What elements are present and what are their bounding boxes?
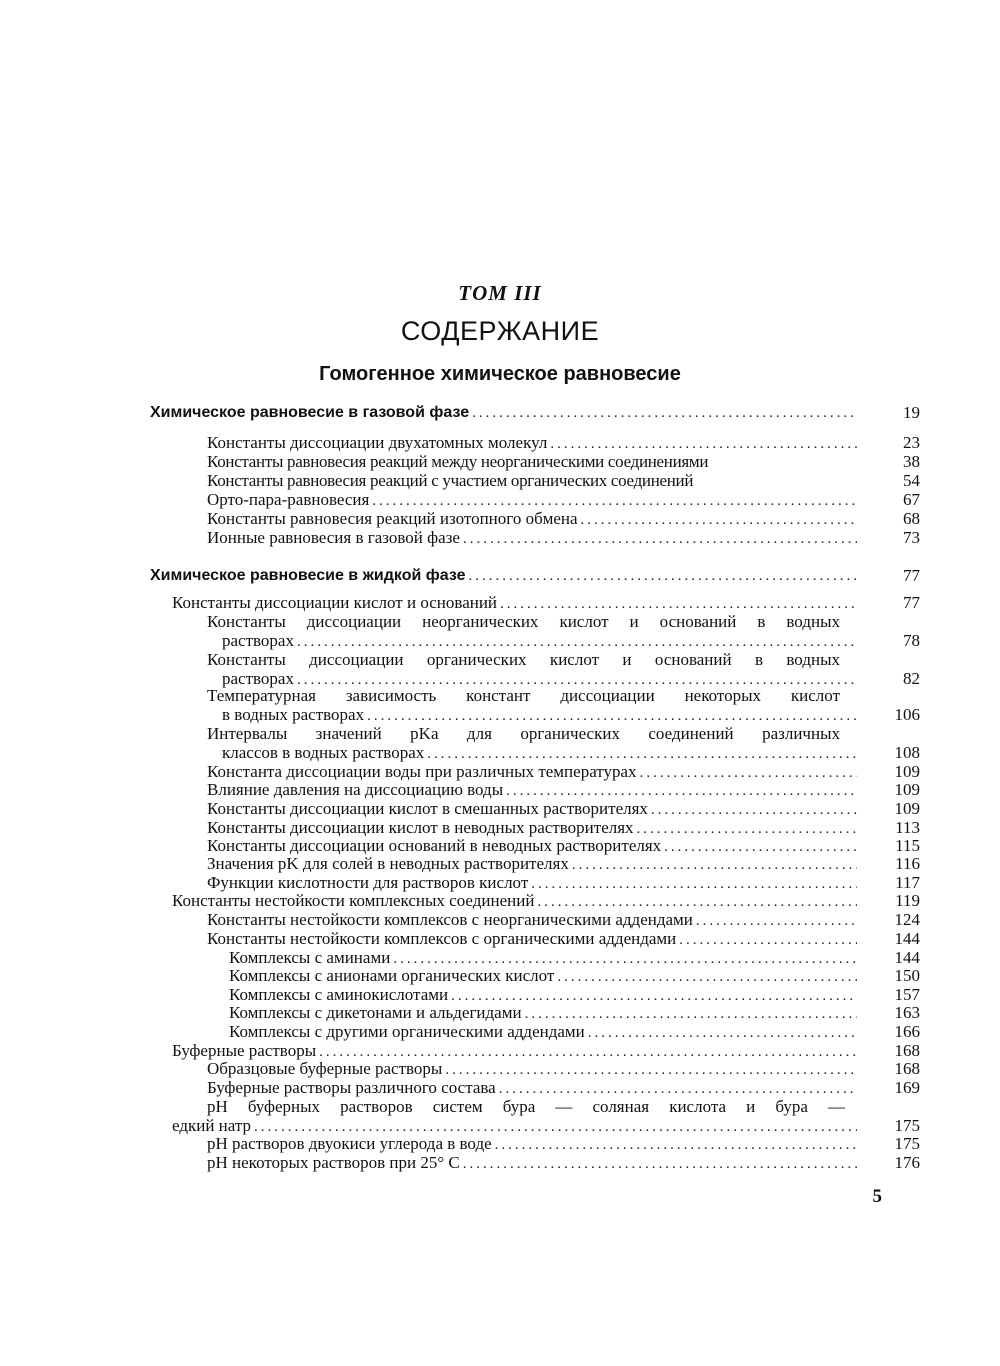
toc-title: Константы равновесия реакций между неорганическими соединениями bbox=[207, 452, 709, 471]
toc-page: 73 bbox=[903, 528, 920, 547]
toc-title: Константы нестойкости комплексов с органическими аддендами bbox=[207, 929, 677, 948]
toc-page: 163 bbox=[894, 1003, 920, 1022]
toc-page: 109 bbox=[894, 762, 920, 781]
toc-section-gas bbox=[150, 403, 920, 423]
toc-entry-line: pH буферных растворов систем бура — соляная кислота и бура — bbox=[207, 1097, 845, 1116]
toc-leader bbox=[463, 530, 857, 549]
toc-page: 157 bbox=[894, 985, 920, 1004]
toc-page: 150 bbox=[894, 966, 920, 985]
toc-title: Функции кислотности для растворов кислот bbox=[207, 873, 529, 892]
toc-title: Комплексы с другими органическими аддендами bbox=[229, 1022, 585, 1041]
toc-page: 117 bbox=[895, 873, 920, 892]
toc-page: 67 bbox=[903, 490, 920, 509]
toc-page: 77 bbox=[903, 566, 920, 585]
toc-page: 109 bbox=[894, 780, 920, 799]
toc-entry bbox=[207, 910, 920, 931]
toc-entry bbox=[222, 631, 920, 652]
toc-title: Ионные равновесия в газовой фазе bbox=[207, 528, 460, 547]
toc-page: 144 bbox=[894, 948, 920, 967]
toc-entry bbox=[207, 1059, 920, 1080]
toc-title: в водных растворах bbox=[222, 705, 365, 724]
toc-section-liquid bbox=[150, 566, 920, 586]
toc-title: Константы равновесия реакций изотопного обмена bbox=[207, 509, 578, 528]
toc-page: 166 bbox=[894, 1022, 920, 1041]
toc-title: Образцовые буферные растворы bbox=[207, 1059, 443, 1078]
toc-title: Константы равновесия реакций с участием органических соединений bbox=[207, 471, 694, 490]
toc-entry bbox=[172, 593, 920, 614]
toc-entry bbox=[222, 705, 920, 726]
toc-title: Орто-пара-равновесия bbox=[207, 490, 370, 509]
toc-entry bbox=[229, 1022, 920, 1043]
toc-page: 168 bbox=[894, 1041, 920, 1060]
toc-title: Химическое равновесие в жидкой фазе bbox=[150, 567, 466, 584]
toc-page: 168 bbox=[894, 1059, 920, 1078]
toc-title: Константы диссоциации кислот в смешанных растворителях bbox=[207, 799, 648, 818]
toc-entry bbox=[207, 780, 920, 801]
toc-title: Константы диссоциации кислот в неводных растворителях bbox=[207, 818, 634, 837]
toc-page: 106 bbox=[894, 705, 920, 724]
toc-title: растворах bbox=[222, 631, 294, 650]
toc-page: 169 bbox=[894, 1078, 920, 1097]
toc-title: Буферные растворы различного состава bbox=[207, 1078, 496, 1097]
toc-page: 23 bbox=[903, 433, 920, 452]
contents-title: СОДЕРЖАНИЕ bbox=[400, 316, 600, 346]
toc-page: 54 bbox=[903, 471, 920, 490]
toc-title: Константы нестойкости комплексных соединений bbox=[172, 891, 535, 910]
toc-entry-line: Константы диссоциации неорганических кислот и оснований в водных bbox=[207, 612, 840, 631]
toc-entry bbox=[207, 929, 920, 950]
volume-heading: ТОМ III bbox=[458, 281, 542, 305]
page-number: 5 bbox=[872, 1186, 882, 1207]
toc-page: 108 bbox=[894, 743, 920, 762]
toc-page: 38 bbox=[903, 452, 920, 471]
toc-title: классов в водных растворах bbox=[222, 743, 425, 762]
toc-entry bbox=[172, 891, 920, 912]
toc-page: 82 bbox=[903, 669, 920, 688]
toc-title: растворах bbox=[222, 669, 294, 688]
toc-entry bbox=[207, 854, 920, 875]
toc-title: pH некоторых растворов при 25° С bbox=[207, 1153, 460, 1172]
toc-title: Константа диссоциации воды при различных температурах bbox=[207, 762, 637, 781]
toc-title: pH растворов двуокиси углерода в воде bbox=[207, 1134, 492, 1153]
toc-page: 175 bbox=[894, 1116, 920, 1135]
toc-title: Константы диссоциации оснований в неводных растворителях bbox=[207, 836, 662, 855]
toc-leader bbox=[469, 567, 857, 586]
toc-leader bbox=[463, 1155, 857, 1174]
toc-entry bbox=[207, 1134, 920, 1155]
toc-entry bbox=[207, 799, 920, 820]
toc-entry-line: Интервалы значений pKa для органических соединений различных bbox=[207, 724, 840, 743]
toc-entry bbox=[229, 1003, 920, 1024]
toc-page: 144 bbox=[894, 929, 920, 948]
toc-title: Химическое равновесие в газовой фазе bbox=[150, 404, 470, 421]
toc-entry bbox=[207, 1078, 920, 1099]
toc-leader bbox=[472, 404, 857, 423]
toc-entry bbox=[207, 509, 920, 530]
toc-title: Буферные растворы bbox=[172, 1041, 317, 1060]
toc-entry bbox=[207, 1153, 920, 1174]
toc-page: 77 bbox=[903, 593, 920, 612]
toc-title: Константы диссоциации кислот и оснований bbox=[172, 593, 498, 612]
toc-entry bbox=[207, 471, 920, 490]
toc-entry bbox=[229, 966, 920, 987]
toc-entry bbox=[222, 743, 920, 764]
toc-title: Комплексы с аминокислотами bbox=[229, 985, 449, 1004]
toc-entry bbox=[207, 528, 920, 549]
toc-page: 68 bbox=[903, 509, 920, 528]
toc-title: Комплексы с аминами bbox=[229, 948, 391, 967]
toc-page: 119 bbox=[895, 891, 920, 910]
toc-page: 109 bbox=[894, 799, 920, 818]
part-title: Гомогенное химическое равновесие bbox=[319, 363, 681, 385]
toc-page: 115 bbox=[895, 836, 920, 855]
toc-entry bbox=[207, 452, 920, 471]
toc-entry-line: Константы диссоциации органических кислот и оснований в водных bbox=[207, 650, 840, 669]
toc-entry bbox=[207, 433, 920, 454]
toc-page: 113 bbox=[895, 818, 920, 837]
toc-title: Комплексы с дикетонами и альдегидами bbox=[229, 1003, 522, 1022]
toc-entry-line: Температурная зависимость констант диссоциации некоторых кислот bbox=[207, 686, 840, 705]
toc-title: Комплексы с анионами органических кислот bbox=[229, 966, 555, 985]
toc-page: 78 bbox=[903, 631, 920, 650]
toc-title: Константы нестойкости комплексов с неорганическими аддендами bbox=[207, 910, 693, 929]
toc-page: 175 bbox=[894, 1134, 920, 1153]
toc-page: 176 bbox=[894, 1153, 920, 1172]
toc-entry bbox=[207, 490, 920, 511]
toc-page: 19 bbox=[903, 403, 920, 422]
toc-title: Константы диссоциации двухатомных молекул bbox=[207, 433, 548, 452]
toc-page: 124 bbox=[894, 910, 920, 929]
toc-page: 116 bbox=[895, 854, 920, 873]
toc-title: Значения pK для солей в неводных растворителях bbox=[207, 854, 569, 873]
toc-title: Влияние давления на диссоциацию воды bbox=[207, 780, 504, 799]
toc-title: едкий натр bbox=[172, 1116, 252, 1135]
